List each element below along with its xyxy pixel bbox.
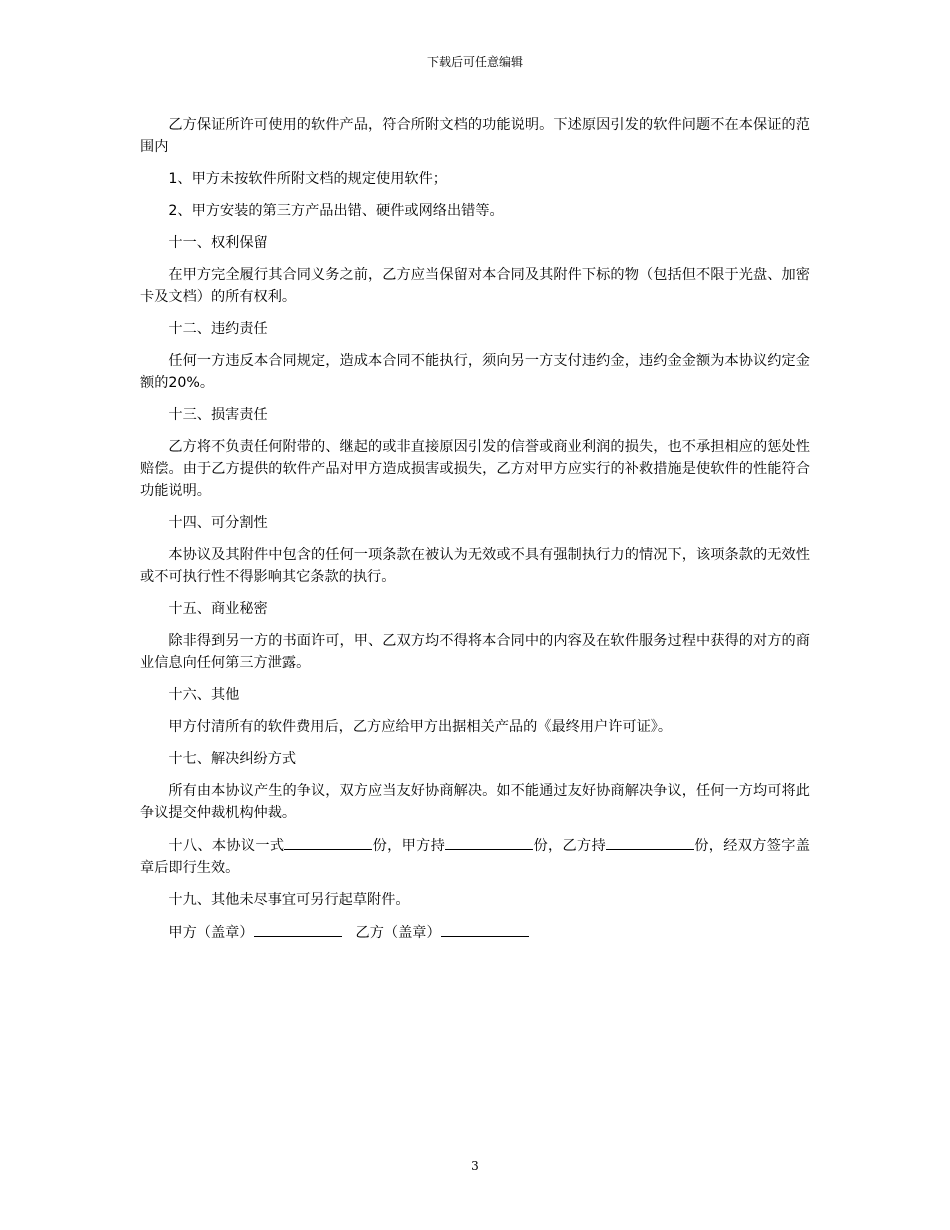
section-heading-12: 十二、违约责任 — [168, 321, 268, 337]
total-copies-blank — [284, 834, 372, 850]
section-heading-16: 十六、其他 — [168, 687, 240, 703]
section-body-11: 在甲方完全履行其合同义务之前，乙方应当保留对本合同及其附件下标的物（包括但不限于光盘、加密卡及文档）的所有权利。 — [140, 267, 810, 305]
section-heading-15: 十五、商业秘密 — [168, 601, 268, 617]
party-b-copies-blank — [606, 834, 694, 850]
document-body — [140, 114, 810, 954]
page-header: 下载后可任意编辑 — [426, 55, 523, 69]
copies-text-b: 份，甲方持 — [372, 838, 446, 854]
copies-text-d: 份，经双方签字盖章后即行生效。 — [140, 838, 810, 876]
section-19: 十九、其他未尽事宜可另行起草附件。 — [168, 892, 410, 908]
signature-line — [140, 921, 810, 944]
section-heading-17: 十七、解决纠纷方式 — [168, 751, 297, 767]
section-body-14: 本协议及其附件中包含的任何一项条款在被认为无效或不具有强制执行力的情况下，该项条款的无效性或不可执行性不得影响其它条款的执行。 — [140, 547, 810, 585]
exclusion-item-1: 1、甲方未按软件所附文档的规定使用软件； — [168, 171, 447, 187]
section-body-17: 所有由本协议产生的争议，双方应当友好协商解决。如不能通过友好协商解决争议，任何一方均可将此争议提交仲裁机构仲裁。 — [140, 783, 810, 821]
page-number: 3 — [471, 1159, 479, 1173]
section-heading-14: 十四、可分割性 — [168, 515, 268, 531]
warranty-paragraph: 乙方保证所许可使用的软件产品，符合所附文档的功能说明。下述原因引发的软件问题不在本保证的范围内 — [140, 117, 810, 155]
exclusion-item-2: 2、甲方安装的第三方产品出错、硬件或网络出错等。 — [168, 203, 504, 219]
section-18-copies — [140, 834, 810, 879]
party-b-seal-blank — [441, 921, 529, 937]
section-heading-13: 十三、损害责任 — [168, 407, 268, 423]
party-b-seal-label: 乙方（盖章） — [355, 925, 441, 941]
section-body-15: 除非得到另一方的书面许可，甲、乙双方均不得将本合同中的内容及在软件服务过程中获得的对方的商业信息向任何第三方泄露。 — [140, 633, 810, 671]
section-heading-11: 十一、权利保留 — [168, 235, 268, 251]
copies-text-a: 十八、本协议一式 — [168, 838, 285, 854]
party-a-seal-label: 甲方（盖章） — [168, 925, 254, 941]
party-a-seal-blank — [254, 921, 342, 937]
section-body-13: 乙方将不负责任何附带的、继起的或非直接原因引发的信誉或商业利润的损失，也不承担相应的惩处性赔偿。由于乙方提供的软件产品对甲方造成损害或损失，乙方对甲方应实行的补救措施是使软件的性能符合功能说明。 — [140, 439, 810, 499]
party-a-copies-blank — [445, 834, 533, 850]
section-body-12: 任何一方违反本合同规定，造成本合同不能执行，须向另一方支付违约金，违约金金额为本协议约定金额的20%。 — [140, 353, 810, 391]
section-body-16: 甲方付清所有的软件费用后，乙方应给甲方出据相关产品的《最终用户许可证》。 — [168, 719, 673, 735]
copies-text-c: 份，乙方持 — [533, 838, 606, 854]
